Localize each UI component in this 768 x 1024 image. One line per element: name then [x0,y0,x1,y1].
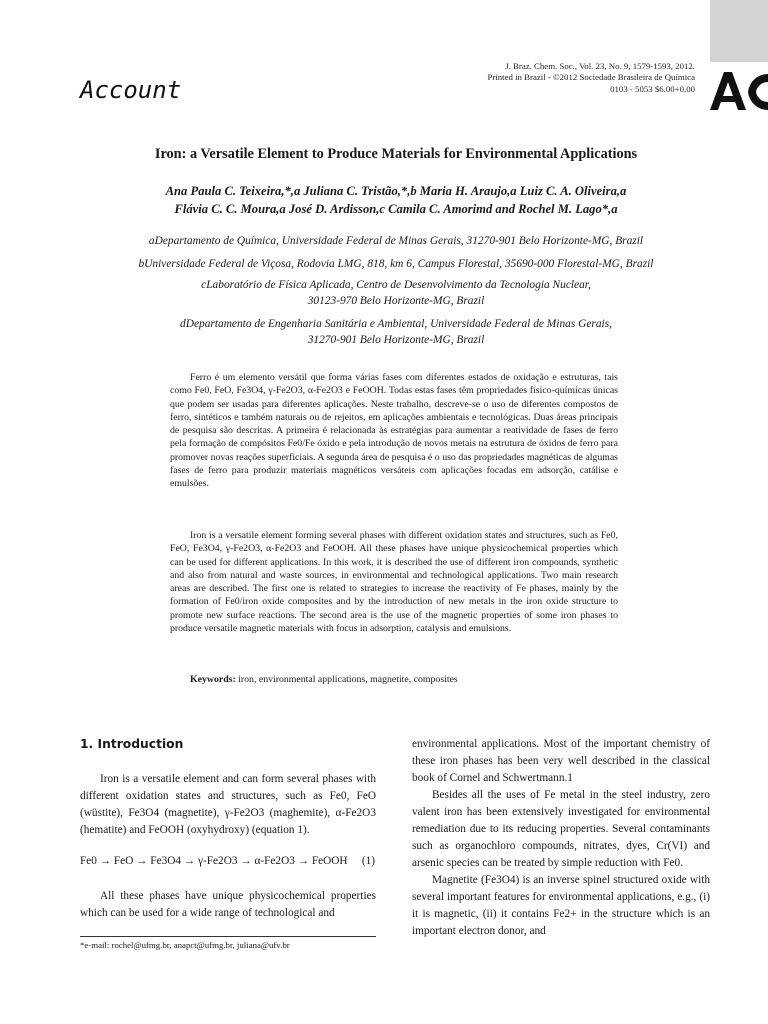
intro-paragraph-1: Iron is a versatile element and can form several phases with different oxidation states and structures, such as Fe0, FeO (wüstite), Fe3O4 (magnetite), γ-Fe2O3 (maghemite), α-Fe2O3 (hematite) and FeOOH (oxyhydroxy) (equation 1). [80,773,376,836]
affiliation-d [60,316,732,348]
right-paragraph-1: environmental applications. Most of the important chemistry of these iron phases has been very well described in the classical book of Cornel and Schwertmann.1 [412,738,710,784]
abstract-pt-text: Ferro é um elemento versátil que forma várias fases com diferentes estados de oxidação e estruturas, tais como Fe0, FeO, Fe3O4, γ-Fe2O3, α-Fe2O3 e FeOOH. Todas estas fases têm propriedades físico-químicas únicas que podem ser usadas para diferentes aplicações. Neste trabalho, descreve-se o uso de diferentes compostos de ferro, sintéticos e também naturais ou de rejeitos, em aplicações ambientais e tecnológicas. Duas áreas principais de pesquisa são descritas. A primeira é relacionada às estratégias para aumentar a reatividade de fases de ferro pela formação de compósitos Fe0/Fe óxido e pela introdução de novos metais na estrutura de óxidos de ferro para promover novas reações superficiais. A segunda área de pesquisa é o uso das propriedades magnéticas de algumas fases de ferro para produzir materiais magnéticos versáteis com aplicações focadas em adsorção, catálise e emulsões. [170,372,618,490]
journal-citation [365,61,695,95]
intro-right-column [412,736,710,940]
intro-paragraph-2: All these phases have unique physicochemical properties which can be used for a wide range of technological and [80,890,376,919]
issn-line: 0103 - 5053 $6.00+0.00 [610,83,695,94]
intro-left-column [80,771,376,839]
right-paragraph-3: Magnetite (Fe3O4) is an inverse spinel structured oxide with several important features for environmental applications, e.g., (i) it is magnetic, (ii) it contains Fe2+ in the structure which is an important electron donor, and [412,874,710,937]
affiliation-b: bUniversidade Federal de Viçosa, Rodovia LMG, 818, km 6, Campus Florestal, 35690-000 Florestal-MG, Brazil [138,258,654,270]
printed-line: Printed in Brazil - ©2012 Sociedade Brasileira de Química [487,72,695,83]
author-line-1: Ana Paula C. Teixeira,*,a Juliana C. Tristão,*,b Maria H. Araujo,a Luiz C. A. Oliveira,a [165,184,627,198]
affiliation-d-line-1: dDepartamento de Engenharia Sanitária e Ambiental, Universidade Federal de Minas Gerais, [180,318,612,330]
journal-line: J. Braz. Chem. Soc., Vol. 23, No. 9, 1579-1593, 2012. [505,61,695,71]
keywords-label: Keywords: [190,674,236,685]
author-list [60,182,732,218]
abstract-english [170,529,618,635]
paper-title: Iron: a Versatile Element to Produce Materials for Environmental Applications [154,146,638,162]
abstract-portuguese [170,371,618,491]
footnote-divider [80,936,376,937]
affiliation-c-line-1: cLaboratório de Física Aplicada, Centro de Desenvolvimento da Tecnologia Nuclear, [201,279,591,291]
equation-number: (1) [361,855,375,867]
section-heading-introduction: 1. Introduction [80,737,184,751]
journal-logo-icon [708,66,768,114]
footnote-email: *e-mail: rochel@ufmg.br, anapct@ufmg.br, juliana@ufv.br [80,940,290,950]
abstract-en-text: Iron is a versatile element forming several phases with different oxidation states and structures, such as Fe0, FeO, Fe3O4, γ-Fe2O3, α-Fe2O3 and FeOOH. All these phases have unique physicochemical properties which can be used for different applications. In this work, it is described the use of different iron compounds, synthetic and also from natural and waste sources, in environmental and technological applications. Two main research areas are described. The first one is related to strategies to increase the reactivity of Fe phases, mainly by the formation of Fe0/iron oxide composites and by the introduction of new metals in the iron oxide structure to promote new surface reactions. The second area is the use of the magnetic properties of some iron phases to produce versatile magnetic materials with focus in adsorption, catalysis and emulsions. [170,530,618,635]
affiliation-a: aDepartamento de Química, Universidade Federal de Minas Gerais, 31270-901 Belo Horizonte-MG, Brazil [148,235,644,247]
keywords-text: iron, environmental applications, magnetite, composites [238,674,458,685]
corner-tab [710,0,768,62]
affiliation-d-line-2: 31270-901 Belo Horizonte-MG, Brazil [307,334,485,346]
author-line-2: Flávia C. C. Moura,a José D. Ardisson,c Camila C. Amorimd and Rochel M. Lago*,a [174,202,618,216]
equation-1 [80,855,375,867]
intro-left-column-2 [80,888,376,922]
section-label: Account [80,76,182,104]
affiliation-c-line-2: 30123-970 Belo Horizonte-MG, Brazil [307,295,485,307]
right-paragraph-2: Besides all the uses of Fe metal in the steel industry, zero valent iron has been extensively investigated for environmental remediation due to its reducing properties. Several contaminants such as organochloro compounds, nitrates, dyes, Cr(VI) and arsenic species can be treated by simple reduction with Fe0. [412,789,710,869]
affiliation-c [60,277,732,309]
keywords [190,674,458,685]
equation-text: Fe0 → FeO → Fe3O4 → γ-Fe2O3 → α-Fe2O3 → FeOOH [80,855,348,867]
